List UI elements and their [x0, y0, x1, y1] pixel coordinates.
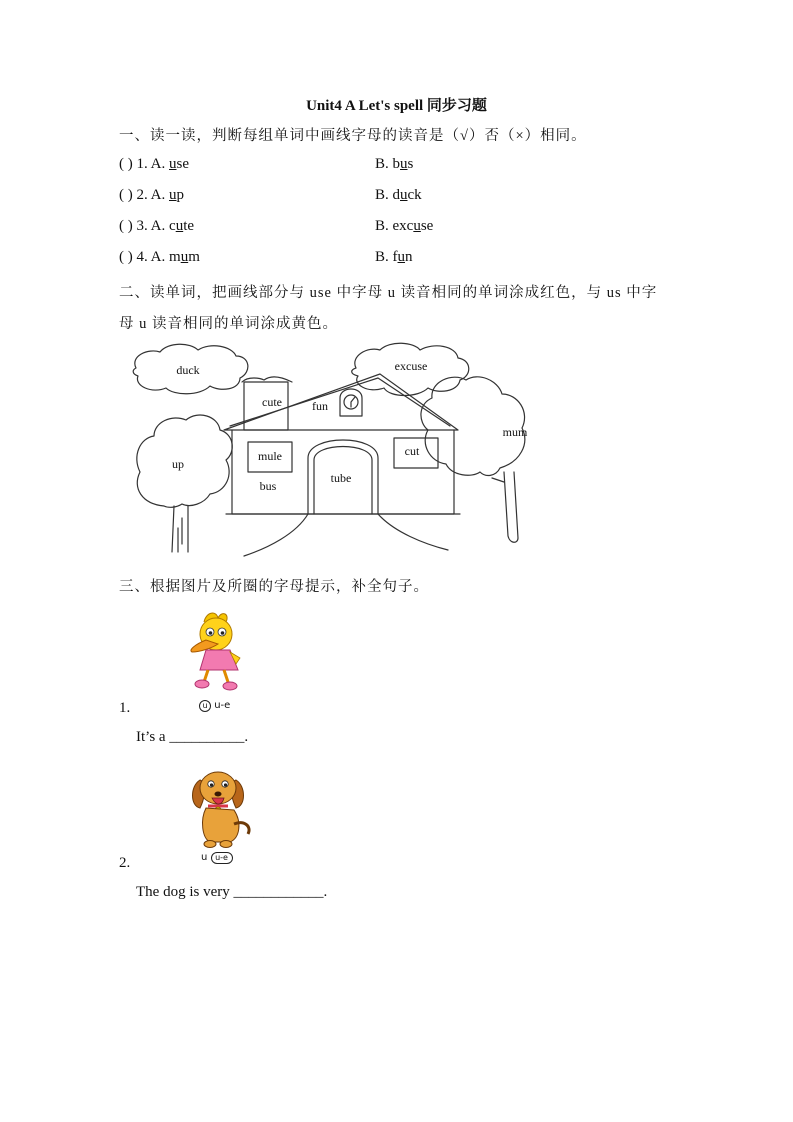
underlined-letter: u: [180, 249, 189, 265]
duck-picture: [182, 608, 254, 698]
scene-word-bus: bus: [259, 479, 277, 493]
answer-paren[interactable]: ( ): [119, 249, 133, 265]
question-b: [375, 218, 433, 235]
word-part: s: [407, 156, 414, 172]
question-a: [119, 249, 200, 266]
scene-word-mum: mum: [502, 425, 528, 439]
word-part: d: [392, 187, 401, 203]
answer-paren[interactable]: ( ): [119, 218, 133, 234]
word-part: c: [169, 218, 176, 234]
item1-sentence: It’s a __________.: [136, 729, 249, 745]
section2-heading-line1: 二、读单词，把画线部分与 use 中字母 u 读音相同的单词涂成红色，与 us 中字: [119, 285, 658, 301]
item1-number: 1.: [119, 700, 131, 716]
question-a: [119, 187, 184, 204]
option-label: B.: [375, 156, 389, 172]
question-b: [375, 156, 413, 173]
word-part: n: [405, 249, 413, 265]
item2-number: 2.: [119, 855, 131, 871]
section1-heading: 一、读一读，判断每组单词中画线字母的读音是（√）否（×）相同。: [119, 128, 587, 144]
underlined-letter: u: [169, 187, 177, 203]
word-part: se: [420, 218, 434, 234]
word-part: te: [183, 218, 195, 234]
item2-hint: [201, 852, 233, 864]
dog-picture: [186, 762, 256, 854]
underlined-letter: u: [400, 156, 408, 172]
scene-word-tube: tube: [330, 471, 352, 485]
word-part: b: [392, 156, 401, 172]
option-label: B.: [375, 187, 389, 203]
circled-letter: u-e: [211, 852, 233, 864]
scene-word-excuse: excuse: [394, 359, 428, 373]
answer-paren[interactable]: ( ): [119, 187, 133, 203]
word-part: m: [188, 249, 200, 265]
question-row: [119, 218, 679, 240]
scene-word-duck: duck: [176, 363, 200, 377]
section3-heading: 三、根据图片及所圈的字母提示，补全句子。: [119, 579, 429, 595]
option-label: B.: [375, 249, 389, 265]
underlined-letter: u: [413, 218, 421, 234]
scene-word-cute: cute: [262, 395, 282, 409]
underlined-letter: u: [175, 218, 184, 234]
word-part: ck: [407, 187, 422, 203]
question-b: [375, 249, 413, 266]
option-label: B.: [375, 218, 389, 234]
word-part: p: [176, 187, 185, 203]
underlined-letter: u: [169, 156, 177, 172]
question-a: [119, 218, 194, 235]
question-row: [119, 187, 679, 209]
scene-word-cut: cut: [404, 444, 420, 458]
scene-word-up: up: [172, 457, 184, 471]
question-number: 4. A.: [136, 249, 166, 265]
question-number: 1. A.: [136, 156, 166, 172]
circled-letter: u: [199, 700, 211, 712]
underlined-letter: u: [400, 187, 408, 203]
item1-hint: [199, 700, 230, 712]
tree-left: [137, 415, 232, 507]
page-title: Unit4 A Let's spell 同步习题: [306, 98, 487, 114]
word-part: exc: [392, 218, 414, 234]
scene-word-mule: mule: [258, 449, 282, 463]
underlined-letter: u: [397, 249, 406, 265]
house-scene-illustration: [128, 338, 533, 558]
word-part: f: [392, 249, 398, 265]
hint-letter: u: [201, 852, 208, 863]
scene-word-fun: fun: [312, 399, 328, 413]
question-row: [119, 156, 679, 178]
answer-paren[interactable]: ( ): [119, 156, 133, 172]
question-number: 3. A.: [136, 218, 166, 234]
question-a: [119, 156, 189, 173]
word-part: m: [169, 249, 181, 265]
question-number: 2. A.: [136, 187, 166, 203]
question-b: [375, 187, 422, 204]
section2-heading-line2: 母 u 读音相同的单词涂成黄色。: [119, 316, 338, 332]
hint-letter: u-e: [214, 700, 231, 711]
word-part: se: [176, 156, 190, 172]
item2-sentence: The dog is very ____________.: [136, 884, 328, 900]
question-row: [119, 249, 679, 271]
